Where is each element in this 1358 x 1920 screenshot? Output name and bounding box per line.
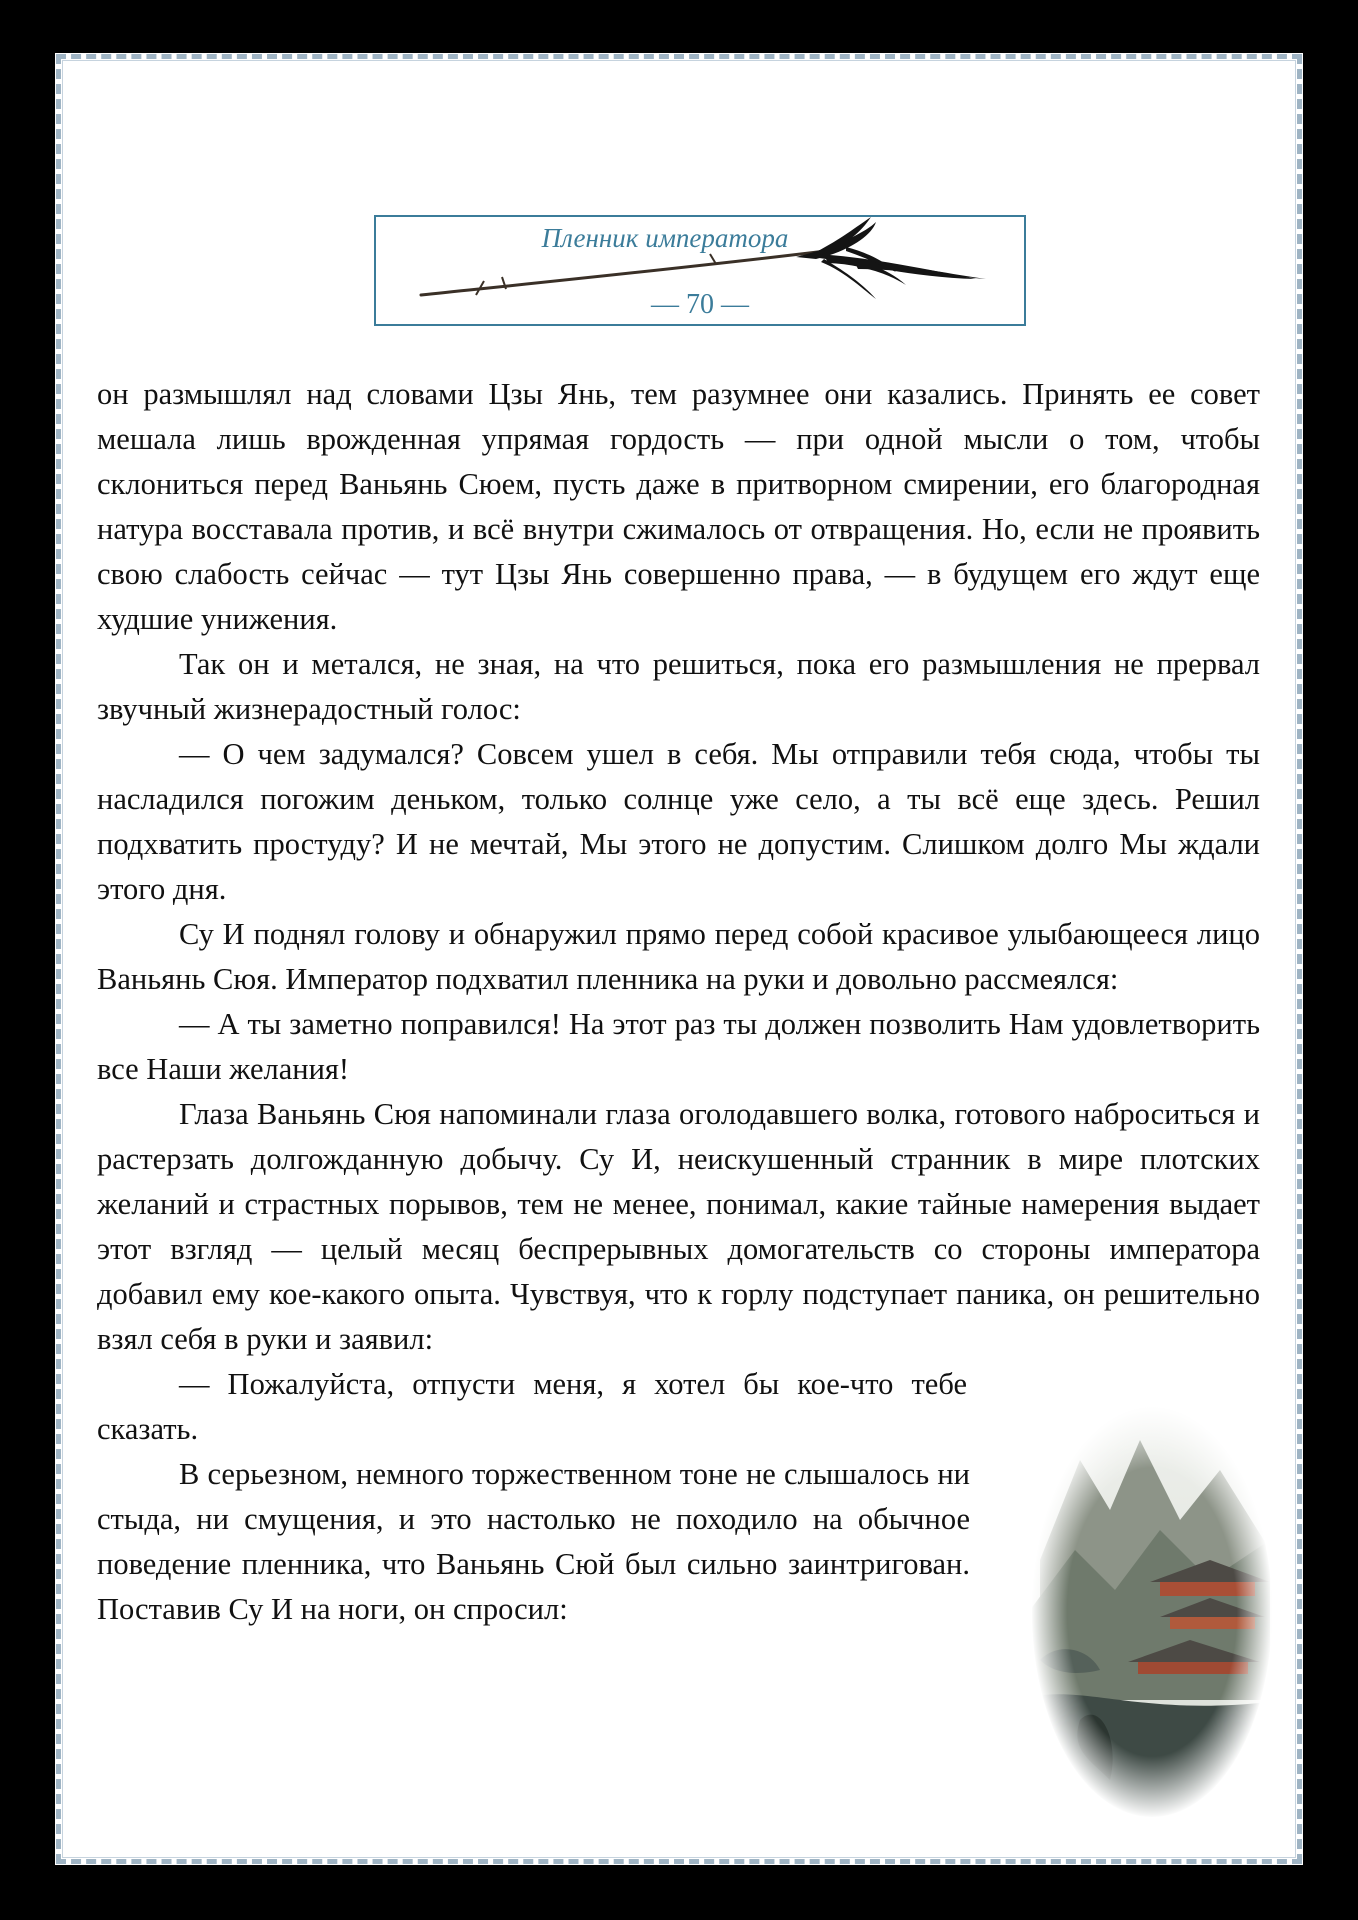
page-number: — 70 —	[651, 289, 749, 320]
paragraph: — Пожалуйста, отпусти меня, я хотел бы кое-что тебе сказать.	[97, 1367, 967, 1446]
running-header	[374, 215, 1026, 326]
paragraph: В серьезном, немного торжественном тоне не слышалось ни стыда, ни смущения, и это настолько не походило на обычное поведение пленника, что Ваньянь Сюй был сильно заинтригован. Поставив Су И на ноги, он спросил:	[97, 1457, 970, 1626]
paragraph: Су И поднял голову и обнаружил прямо перед собой красивое улыбающееся лицо Ваньянь Сюя. Император подхватил пленника на руки и довольно рассмеялся:	[97, 917, 1260, 996]
paragraph: — О чем задумался? Совсем ушел в себя. Мы отправили тебя сюда, чтобы ты насладился погожим деньком, только солнце уже село, а ты всё еще здесь. Решил подхватить простуду? И не мечтай, Мы этого не допустим. Слишком долго Мы ждали этого дня.	[97, 737, 1260, 906]
paragraph: — А ты заметно поправился! На этот раз ты должен позволить Нам удовлетворить все Наши желания!	[97, 1007, 1260, 1086]
paragraph: Глаза Ваньянь Сюя напоминали глаза оголодавшего волка, готового наброситься и растерзать долгожданную добычу. Су И, неискушенный странник в мире плотских желаний и страстных порывов, тем не менее, понимал, какие тайные намерения выдает этот взгляд — целый месяц беспрерывных домогательств со стороны императора добавил ему кое-какого опыта. Чувствуя, что к горлу подступает паника, он решительно взял себя в руки и заявил:	[97, 1097, 1260, 1356]
book-title: Пленник императора	[541, 223, 789, 253]
landscape-vignette-image	[1020, 1400, 1285, 1825]
paragraph: он размышлял над словами Цзы Янь, тем разумнее они казались. Принять ее совет мешала лишь врожденная упрямая гордость — при одной мысли о том, чтобы склониться перед Ваньянь Сюем, пусть даже в притворном смирении, его благородная натура восставала против, и всё внутри сжималось от отвращения. Но, если не проявить свою слабость сейчас — тут Цзы Янь совершенно права, — в будущем его ждут еще худшие унижения.	[97, 377, 1260, 636]
paragraph: Так он и метался, не зная, на что решиться, пока его размышления не прервал звучный жизнерадостный голос:	[97, 647, 1260, 726]
